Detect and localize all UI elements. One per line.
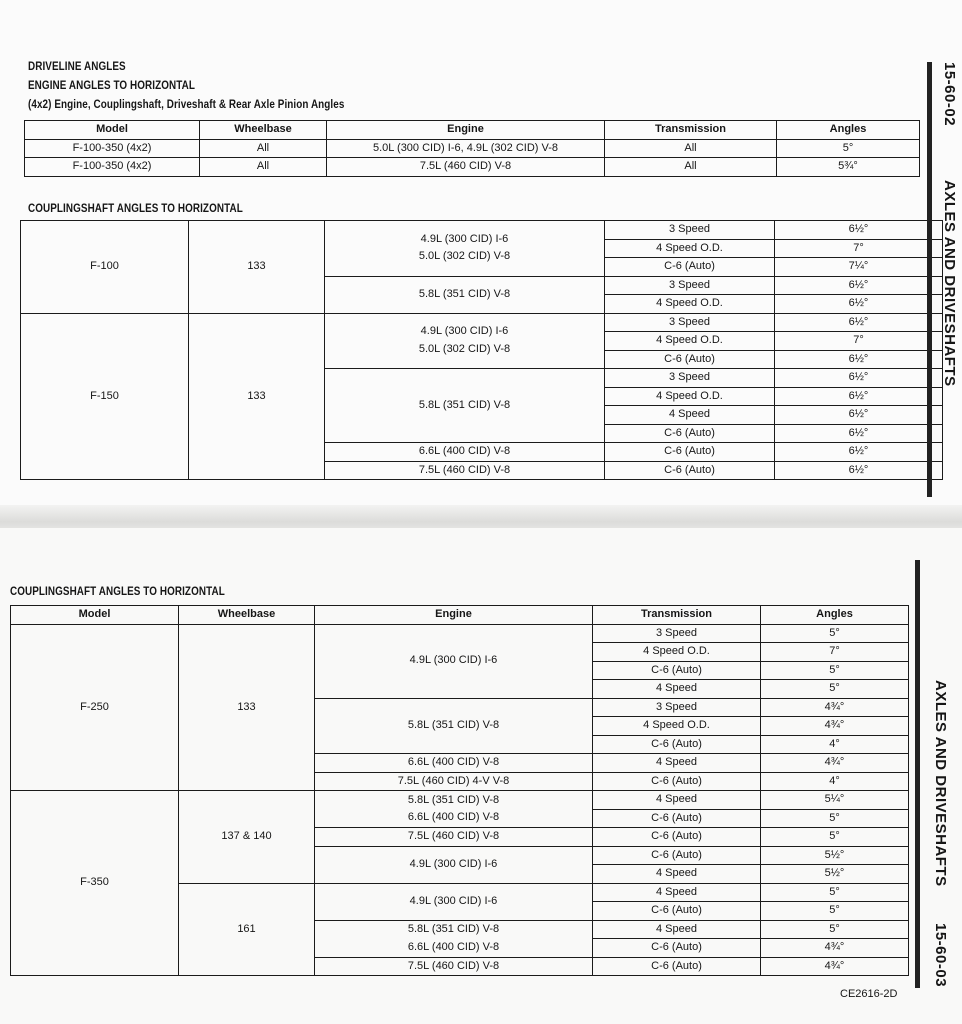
- angle-cell: 7°: [761, 643, 909, 662]
- angle-cell: 6½°: [775, 443, 943, 462]
- transmission-cell: 4 Speed O.D.: [593, 717, 761, 736]
- header-wheelbase: Wheelbase: [200, 121, 327, 140]
- model-cell: F-100: [21, 221, 189, 314]
- angle-cell: 5°: [777, 139, 920, 158]
- header-wheelbase: Wheelbase: [179, 606, 315, 625]
- model-cell: F-350: [11, 791, 179, 976]
- transmission-cell: 4 Speed: [605, 406, 775, 425]
- transmission-cell: C-6 (Auto): [605, 258, 775, 277]
- table-row: [21, 313, 943, 332]
- engine-cell: [325, 313, 605, 369]
- header-angles: Angles: [777, 121, 920, 140]
- angle-cell: 6½°: [775, 424, 943, 443]
- engine-cell-line: 5.8L (351 CID) V-8: [407, 923, 500, 935]
- engine-cell-line: 6.6L (400 CID) V-8: [407, 756, 500, 768]
- side-rule-top: [927, 62, 932, 497]
- engine-cell-line: 5.8L (351 CID) V-8: [418, 287, 511, 300]
- transmission-cell: C-6 (Auto): [593, 735, 761, 754]
- engine-cell-line: 6.6L (400 CID) V-8: [407, 811, 500, 823]
- angle-cell: 7°: [775, 239, 943, 258]
- angle-cell: 7°: [775, 332, 943, 351]
- header-engine: Engine: [315, 606, 593, 625]
- transmission-cell: 4 Speed: [593, 920, 761, 939]
- model-cell: F-100-350 (4x2): [25, 158, 200, 177]
- angle-cell: 5°: [761, 809, 909, 828]
- engine-cell-line: 4.9L (300 CID) I-6: [420, 232, 509, 245]
- angle-cell: 4°: [761, 735, 909, 754]
- transmission-cell: All: [605, 139, 777, 158]
- transmission-cell: 3 Speed: [605, 276, 775, 295]
- model-cell: F-150: [21, 313, 189, 480]
- side-rule-bottom: [915, 560, 920, 988]
- angle-cell: 4°: [761, 772, 909, 791]
- transmission-cell: C-6 (Auto): [593, 809, 761, 828]
- bottom-page: [0, 528, 962, 1024]
- transmission-cell: 3 Speed: [593, 624, 761, 643]
- engine-cell: [315, 698, 593, 754]
- angle-cell: 6½°: [775, 461, 943, 480]
- angle-cell: 6½°: [775, 221, 943, 240]
- engine-cell-line: 5.8L (351 CID) V-8: [407, 793, 500, 806]
- transmission-cell: 4 Speed O.D.: [605, 239, 775, 258]
- angle-cell: 5°: [761, 883, 909, 902]
- wheelbase-cell: 133: [189, 221, 325, 314]
- angle-cell: 5°: [761, 828, 909, 847]
- angle-cell: 6½°: [775, 387, 943, 406]
- page-number-top: 15-60-02: [941, 62, 958, 127]
- engine-cell-line: 5.0L (302 CID) V-8: [418, 342, 511, 355]
- angle-cell: 6½°: [775, 276, 943, 295]
- transmission-cell: 4 Speed: [593, 865, 761, 884]
- engine-cell: [315, 791, 593, 828]
- engine-cell-line: 6.6L (400 CID) V-8: [418, 445, 511, 457]
- angle-cell: 5°: [761, 920, 909, 939]
- engine-cell: [315, 883, 593, 920]
- header-angles: Angles: [761, 606, 909, 625]
- transmission-cell: 4 Speed: [593, 883, 761, 902]
- header-transmission: Transmission: [605, 121, 777, 140]
- wheelbase-cell: All: [200, 139, 327, 158]
- model-cell: F-250: [11, 624, 179, 791]
- engine-cell-line: 5.8L (351 CID) V-8: [407, 719, 500, 731]
- table-row: [11, 624, 909, 643]
- wheelbase-cell: 161: [179, 883, 315, 976]
- heading-couplingshaft-bottom: COUPLINGSHAFT ANGLES TO HORIZONTAL: [10, 586, 225, 598]
- wheelbase-cell: 137 & 140: [179, 791, 315, 884]
- engine-cell: [325, 369, 605, 443]
- angle-cell: 5¼°: [761, 791, 909, 810]
- page-number-bottom: 15-60-03: [932, 923, 949, 988]
- angle-cell: 6½°: [775, 313, 943, 332]
- transmission-cell: 3 Speed: [605, 369, 775, 388]
- transmission-cell: 4 Speed: [593, 791, 761, 810]
- transmission-cell: 3 Speed: [605, 221, 775, 240]
- heading-driveline-angles: DRIVELINE ANGLES: [28, 61, 126, 73]
- transmission-cell: C-6 (Auto): [593, 772, 761, 791]
- table-row: [11, 791, 909, 810]
- header-model: Model: [11, 606, 179, 625]
- wheelbase-cell: All: [200, 158, 327, 177]
- engine-cell-line: 4.9L (300 CID) I-6: [409, 654, 498, 667]
- engine-cell: [315, 920, 593, 957]
- transmission-cell: 3 Speed: [605, 313, 775, 332]
- angle-cell: 6½°: [775, 369, 943, 388]
- angle-cell: 6½°: [775, 406, 943, 425]
- couplingshaft-table-top: [20, 220, 943, 480]
- transmission-cell: C-6 (Auto): [605, 350, 775, 369]
- transmission-cell: C-6 (Auto): [593, 902, 761, 921]
- engine-angles-table: [24, 120, 920, 177]
- header-model: Model: [25, 121, 200, 140]
- transmission-cell: C-6 (Auto): [593, 828, 761, 847]
- angle-cell: 4¾°: [761, 717, 909, 736]
- engine-cell-line: 4.9L (300 CID) I-6: [420, 325, 509, 338]
- engine-cell-line: 7.5L (460 CID) 4-V V-8: [397, 774, 510, 787]
- transmission-cell: 4 Speed: [593, 754, 761, 773]
- table-row: [25, 139, 920, 158]
- couplingshaft-table-bottom: [10, 605, 909, 976]
- angle-cell: 5½°: [761, 865, 909, 884]
- transmission-cell: 4 Speed O.D.: [593, 643, 761, 662]
- transmission-cell: C-6 (Auto): [593, 939, 761, 958]
- engine-cell: [315, 846, 593, 883]
- section-title-top: AXLES AND DRIVESHAFTS: [941, 180, 958, 387]
- engine-cell: [315, 828, 593, 847]
- angle-cell: 6½°: [775, 350, 943, 369]
- engine-cell-line: 7.5L (460 CID) V-8: [407, 959, 500, 972]
- angle-cell: 5°: [761, 902, 909, 921]
- heading-subtitle: (4x2) Engine, Couplingshaft, Driveshaft & Rear Axle Pinion Angles: [28, 99, 345, 111]
- engine-cell: [325, 461, 605, 480]
- engine-cell: [315, 754, 593, 773]
- transmission-cell: 4 Speed O.D.: [605, 295, 775, 314]
- engine-cell: [315, 957, 593, 976]
- reference-code: CE2616-2D: [840, 988, 898, 1000]
- engine-cell: [315, 772, 593, 791]
- engine-cell-line: 6.6L (400 CID) V-8: [407, 940, 500, 953]
- angle-cell: 5¾°: [777, 158, 920, 177]
- transmission-cell: C-6 (Auto): [605, 461, 775, 480]
- heading-engine-angles: ENGINE ANGLES TO HORIZONTAL: [28, 80, 195, 92]
- transmission-cell: C-6 (Auto): [605, 424, 775, 443]
- transmission-cell: C-6 (Auto): [593, 661, 761, 680]
- header-transmission: Transmission: [593, 606, 761, 625]
- engine-cell-line: 4.9L (300 CID) I-6: [409, 894, 498, 907]
- engine-cell: 7.5L (460 CID) V-8: [327, 158, 605, 177]
- wheelbase-cell: 133: [189, 313, 325, 480]
- engine-cell: [325, 443, 605, 462]
- angle-cell: 5½°: [761, 846, 909, 865]
- engine-cell-line: 5.8L (351 CID) V-8: [418, 398, 511, 411]
- angle-cell: 4¾°: [761, 957, 909, 976]
- transmission-cell: C-6 (Auto): [605, 443, 775, 462]
- transmission-cell: C-6 (Auto): [593, 957, 761, 976]
- angle-cell: 6½°: [775, 295, 943, 314]
- transmission-cell: 4 Speed O.D.: [605, 387, 775, 406]
- angle-cell: 4¾°: [761, 698, 909, 717]
- transmission-cell: 3 Speed: [593, 698, 761, 717]
- transmission-cell: 4 Speed: [593, 680, 761, 699]
- engine-cell: [325, 276, 605, 313]
- table-row: [25, 158, 920, 177]
- wheelbase-cell: 133: [179, 624, 315, 791]
- angle-cell: 5°: [761, 624, 909, 643]
- heading-couplingshaft-top: COUPLINGSHAFT ANGLES TO HORIZONTAL: [28, 203, 243, 215]
- transmission-cell: 4 Speed O.D.: [605, 332, 775, 351]
- angle-cell: 5°: [761, 680, 909, 699]
- section-title-bottom: AXLES AND DRIVESHAFTS: [932, 680, 949, 887]
- engine-cell: [315, 624, 593, 698]
- engine-cell-line: 7.5L (460 CID) V-8: [407, 830, 500, 842]
- header-engine: Engine: [327, 121, 605, 140]
- engine-cell: [325, 221, 605, 277]
- angle-cell: 4¾°: [761, 754, 909, 773]
- table-row: [21, 221, 943, 240]
- transmission-cell: C-6 (Auto): [593, 846, 761, 865]
- engine-cell-line: 4.9L (300 CID) I-6: [409, 857, 498, 870]
- angle-cell: 5°: [761, 661, 909, 680]
- engine-cell-line: 5.0L (302 CID) V-8: [418, 250, 511, 263]
- angle-cell: 7¼°: [775, 258, 943, 277]
- angle-cell: 4¾°: [761, 939, 909, 958]
- transmission-cell: All: [605, 158, 777, 177]
- model-cell: F-100-350 (4x2): [25, 139, 200, 158]
- engine-cell: 5.0L (300 CID) I-6, 4.9L (302 CID) V-8: [327, 139, 605, 158]
- engine-cell-line: 7.5L (460 CID) V-8: [418, 463, 511, 476]
